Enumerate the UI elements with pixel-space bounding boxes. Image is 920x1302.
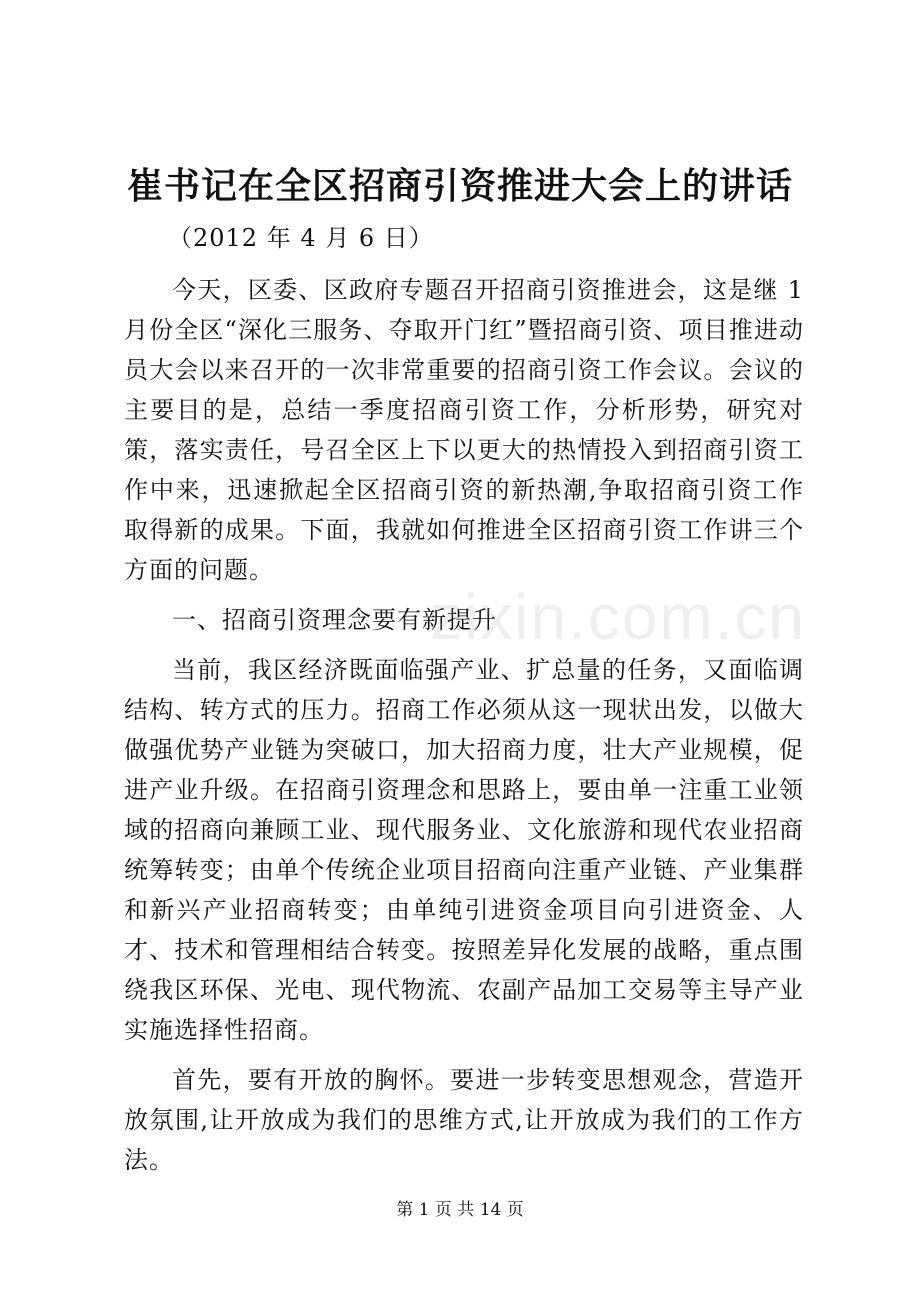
section-heading-1: 一、招商引资理念要有新提升 xyxy=(172,606,497,634)
paragraph-current-situation: 当前，我区经济既面临强产业、扩总量的任务，又面临调结构、转方式的压力。招商工作必须从这一现状出发，以做大做强优势产业链为突破口，加大招商力度，壮大产业规模，促进产业升级。在招商引资理念和思路上，要由单一注重工业领域的招商向兼顾工业、现代服务业、文化旅游和现代农业招商统筹转变；由单个传统企业项目招商向注重产业链、产业集群和新兴产业招商转变；由单纯引进资金项目向引进资金、人才、技术和管理相结合转变。按照差异化发展的战略，重点围绕我区环保、光电、现代物流、农副产品加工交易等主导产业实施选择性招商。 xyxy=(124,656,804,1044)
site-watermark: zixin.com.cn xyxy=(430,581,807,653)
paragraph-open-mind: 首先，要有开放的胸怀。要进一步转变思想观念，营造开放氛围,让开放成为我们的思维方式,让开放成为我们的工作方法。 xyxy=(124,1066,804,1174)
page-number-footer: 第 1 页 共 14 页 xyxy=(396,1200,524,1220)
speech-date: （2012 年 4 月 6 日） xyxy=(168,224,434,252)
document-body xyxy=(124,218,807,1180)
paragraph-intro: 今天，区委、区政府专题召开招商引资推进会，这是继 1 月份全区“深化三服务、夺取开门红”暨招商引资、项目推进动员大会以来召开的一次非常重要的招商引资工作会议。会议的主要目的是，总结一季度招商引资工作，分析形势，研究对策，落实责任，号召全区上下以更大的热情投入到招商引资工作中来，迅速掀起全区招商引资的新热潮,争取招商引资工作取得新的成果。下面，我就如何推进全区招商引资工作讲三个方面的问题。 xyxy=(124,276,804,584)
document-title: 崔书记在全区招商引资推进大会上的讲话 xyxy=(126,165,793,207)
